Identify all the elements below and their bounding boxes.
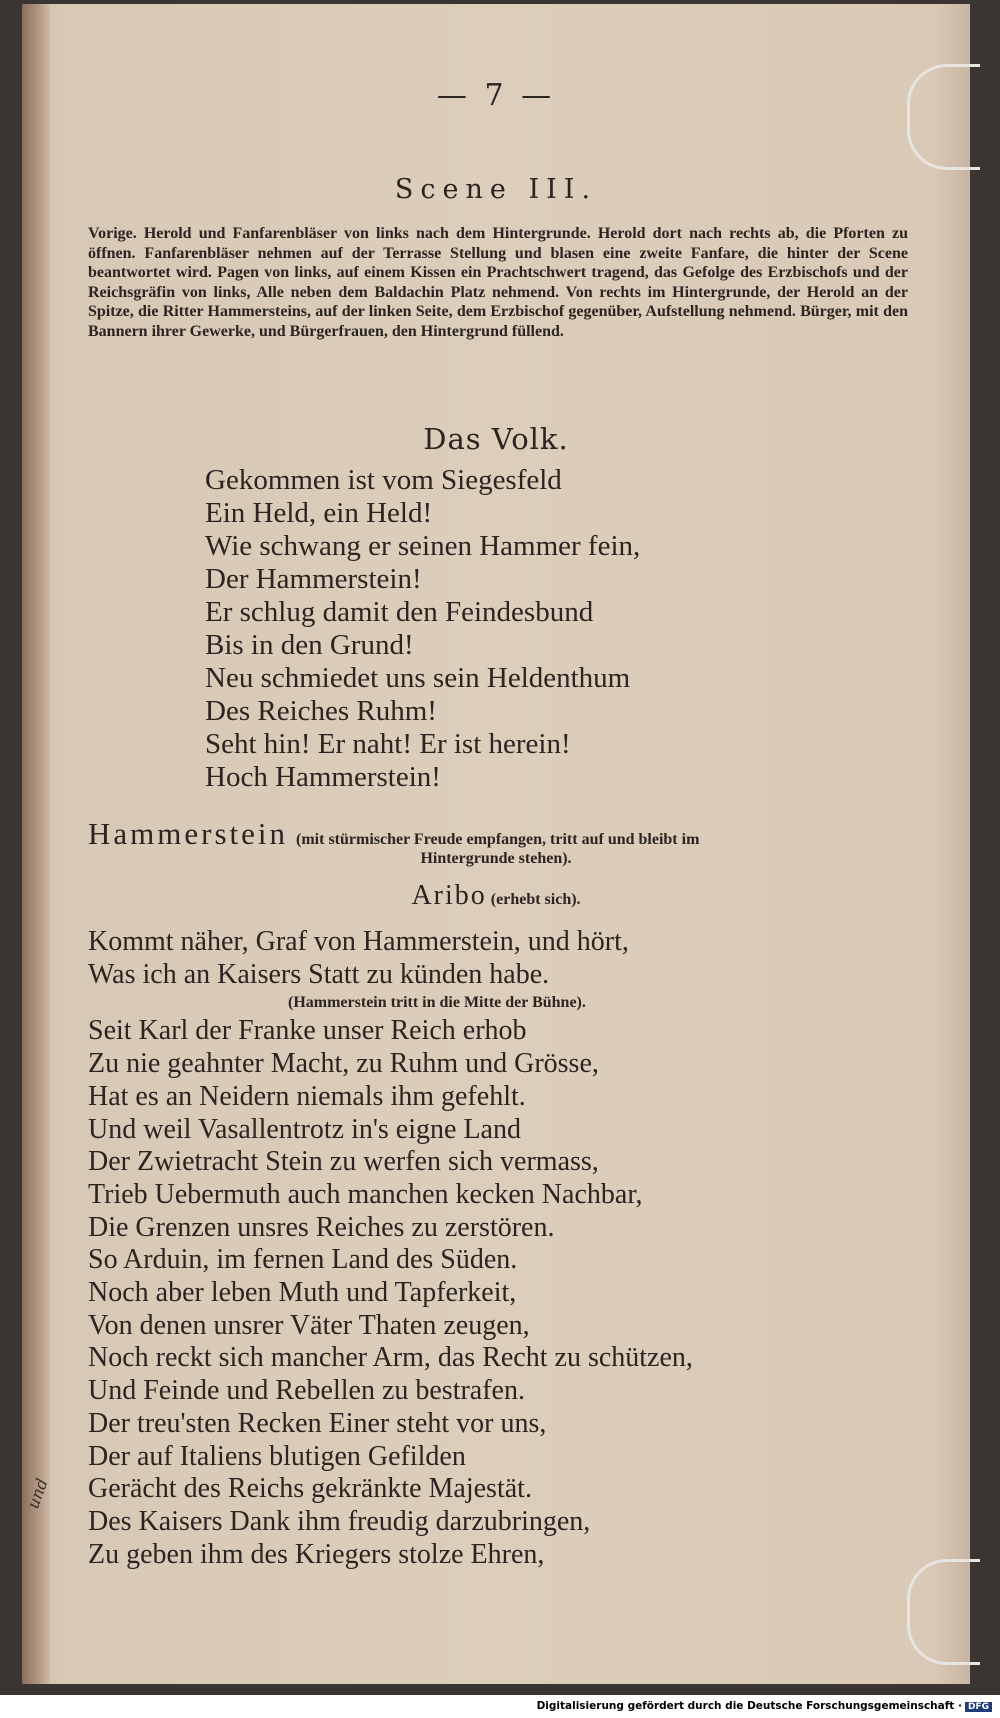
verse-line: Des Reiches Ruhm!: [205, 695, 437, 727]
verse-line: Der Zwietracht Stein zu werfen sich vermass,: [88, 1146, 599, 1178]
hammerstein-entry: [88, 816, 918, 852]
page-number: — 7 —: [436, 78, 556, 113]
footer-text: Digitalisierung gefördert durch die Deutsche Forschungsgemeinschaft ·: [536, 1700, 962, 1712]
aribo-speech: [88, 926, 918, 1571]
verse-line: Zu geben ihm des Kriegers stolze Ehren,: [88, 1538, 545, 1570]
verse-line: Kommt näher, Graf von Hammerstein, und hört,: [88, 926, 629, 957]
verse-line: Des Kaisers Dank ihm freudig darzubringen,: [88, 1505, 591, 1537]
verse-line: Gekommen ist vom Siegesfeld: [205, 464, 562, 496]
verse-line: So Arduin, im fernen Land des Süden.: [88, 1244, 518, 1276]
verse-line: Der Hammerstein!: [205, 563, 422, 595]
verse-line: Von denen unsrer Väter Thaten zeugen,: [88, 1309, 530, 1341]
verse-line: Bis in den Grund!: [205, 629, 414, 661]
dfg-logo: DFG: [965, 1702, 992, 1712]
inline-stage-direction: (Hammerstein tritt in die Mitte der Bühne).: [288, 994, 586, 1012]
book-spine: [22, 4, 50, 1684]
margin-handwriting: und: [23, 1475, 52, 1512]
verse-line: Ein Held, ein Held!: [205, 497, 433, 529]
verse-line: Gerächt des Reichs gekränkte Majestät.: [88, 1473, 532, 1505]
stage-direction: Vorige. Herold und Fanfarenbläser von links nach dem Hintergrunde. Herold dort nach rechts ab, die Pforten zu öffnen. Fanfarenbläser nehmen auf der Terrasse Stellung und blasen eine zweite Fanfare, die hinter der Scene beantwortet wird. Pagen von links, auf einem Kissen ein Prachtschwert tragend, das Gefolge des Erzbischofs und der Reichsgräfin von links, Alle neben dem Baldachin Platz nehmend. Von rechts im Hintergrunde, der Herold an der Spitze, die Ritter Hammersteins, auf der linken Seite, dem Erzbischof gegenüber, Aufstellung nehmend. Bürger, mit den Bannern ihrer Gewerke, und Bürgerfrauen, den Hintergrund füllend.: [88, 225, 908, 340]
verse-line: Wie schwang er seinen Hammer fein,: [205, 530, 641, 562]
speaker-hammerstein: Hammerstein: [88, 816, 289, 851]
digitization-footer: [537, 1700, 992, 1712]
verse-line: Der auf Italiens blutigen Gefilden: [88, 1440, 466, 1472]
verse-line: Trieb Uebermuth auch manchen kecken Nachbar,: [88, 1178, 643, 1210]
page-clip-bottom: [907, 1559, 980, 1665]
verse-line: Zu nie geahnter Macht, zu Ruhm und Grösse,: [88, 1048, 599, 1080]
speaker-das-volk: Das Volk.: [423, 422, 569, 456]
verse-line: Er schlug damit den Feindesbund: [205, 596, 594, 628]
verse-line: Seht hin! Er naht! Er ist herein!: [205, 728, 571, 760]
verse-line: Hat es an Neidern niemals ihm gefehlt.: [88, 1080, 526, 1112]
aribo-direction: (erhebt sich).: [490, 891, 581, 908]
verse-line: Der treu'sten Recken Einer steht vor uns,: [88, 1407, 547, 1439]
hammerstein-direction: (mit stürmischer Freude empfangen, tritt auf und bleibt im: [296, 831, 700, 848]
verse-line: Und weil Vasallentrotz in's eigne Land: [88, 1113, 521, 1145]
book-page: [22, 4, 970, 1684]
verse-line: Neu schmiedet uns sein Heldenthum: [205, 662, 631, 694]
verse-line: Hoch Hammerstein!: [205, 761, 441, 793]
verse-line: Was ich an Kaisers Statt zu künden habe.: [88, 958, 550, 990]
hammerstein-direction-continued: Hintergrunde stehen).: [420, 850, 572, 867]
verse-line: Noch aber leben Muth und Tapferkeit,: [88, 1277, 517, 1309]
verse-line: Die Grenzen unsres Reiches zu zerstören.: [88, 1211, 555, 1243]
speaker-aribo: Aribo: [411, 880, 487, 911]
verse-line: Und Feinde und Rebellen zu bestrafen.: [88, 1375, 525, 1407]
chorus-verse: [205, 464, 905, 794]
verse-line: Seit Karl der Franke unser Reich erhob: [88, 1015, 527, 1047]
verse-line: Noch reckt sich mancher Arm, das Recht zu schützen,: [88, 1342, 693, 1374]
scene-title: Scene III.: [394, 174, 598, 205]
aribo-entry: [22, 880, 970, 912]
